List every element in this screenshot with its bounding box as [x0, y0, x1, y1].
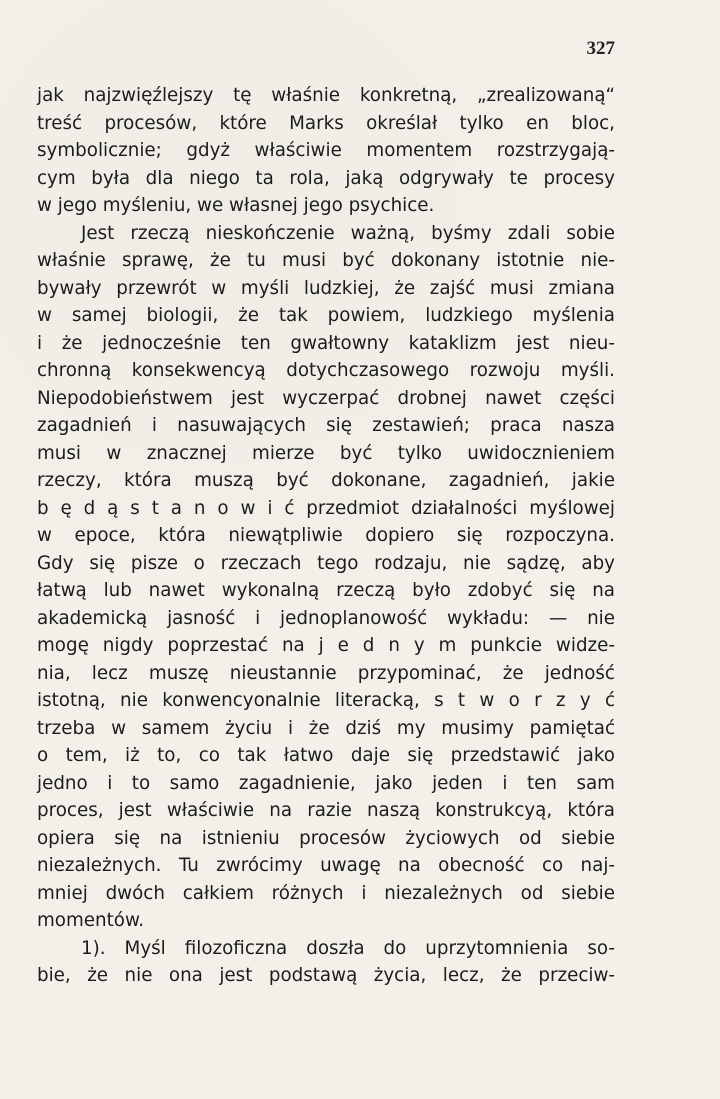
text-line: w epoce, która niewątpliwie dopiero się rozpoczyna. — [37, 525, 615, 546]
text-line: jedno i to samo zagadnienie, jako jeden i ten sam — [37, 772, 615, 794]
text-line: opiera się na istnieniu procesów życiowych od siebie — [37, 827, 615, 849]
text-line: Gdy się pisze o rzeczach tego rodzaju, nie sądzę, aby — [37, 552, 615, 574]
text-line: momentów. — [37, 910, 145, 931]
text-line: łatwą lub nawet wykonalną rzeczą było zdobyć się na — [37, 580, 615, 601]
text-line: treść procesów, które Marks określał tylko en bloc, — [37, 112, 615, 134]
text-line: trzeba w samem życiu i że dziś my musimy pamiętać — [37, 717, 615, 739]
text-line: i że jednocześnie ten gwałtowny kataklizm jest nieu- — [37, 332, 615, 354]
text-line: 1). Myśl filozoficzna doszła do uprzytomnienia so- — [81, 937, 615, 959]
text-line: w jego myśleniu, we własnej jego psychice. — [37, 195, 435, 216]
text-line: nia, lecz muszę nieustannie przypominać, że jedność — [37, 662, 615, 684]
text-line: zagadnień i nasuwających się zestawień; praca nasza — [37, 415, 615, 436]
text-line: cym była dla niego ta rola, jaką odgrywały te procesy — [37, 167, 615, 189]
text-line: Jest rzeczą nieskończenie ważną, byśmy zdali sobie — [81, 222, 615, 244]
page-number: 327 — [586, 38, 615, 59]
text-line: musi w znacznej mierze być tylko uwidocznieniem — [37, 442, 615, 464]
text-line: Niepodobieństwem jest wyczerpać drobnej nawet części — [37, 387, 615, 409]
text-line: bie, że nie ona jest podstawą życia, lecz, że przeciw- — [37, 965, 615, 986]
text-line: rzeczy, która muszą być dokonane, zagadnień, jakie — [37, 470, 615, 491]
text-line: o tem, iż to, co tak łatwo daje się przedstawić jako — [37, 745, 615, 766]
text-line: właśnie sprawę, że tu musi być dokonany istotnie nie- — [37, 250, 615, 271]
text-line: niezależnych. Tu zwrócimy uwagę na obecność co naj- — [37, 855, 615, 876]
text-line: symbolicznie; gdyż właściwie momentem rozstrzygają- — [37, 140, 615, 161]
text-line: jak najzwięźlejszy tę właśnie konkretną, „zrealizowaną“ — [37, 85, 615, 106]
text-line: bywały przewrót w myśli ludzkiej, że zajść musi zmiana — [37, 277, 615, 299]
text-line: istotną, nie konwencyonalnie literacką, s t w o r z y ć — [37, 690, 615, 711]
text-line: w samej biologii, że tak powiem, ludzkiego myślenia — [37, 305, 615, 326]
text-line: akademicką jasność i jednoplanowość wykładu: — nie — [37, 607, 615, 629]
text-line: chronną konsekwencyą dotychczasowego rozwoju myśli. — [37, 360, 615, 381]
text-line: mniej dwóch całkiem różnych i niezależnych od siebie — [37, 882, 615, 904]
text-line: b ę d ą s t a n o w i ć przedmiot działalności myślowej — [37, 497, 615, 519]
body-text — [37, 82, 615, 990]
text-line: mogę nigdy poprzestać na j e d n y m punkcie widze- — [37, 635, 615, 656]
text-line: proces, jest właściwie na razie naszą konstrukcyą, która — [37, 800, 615, 821]
